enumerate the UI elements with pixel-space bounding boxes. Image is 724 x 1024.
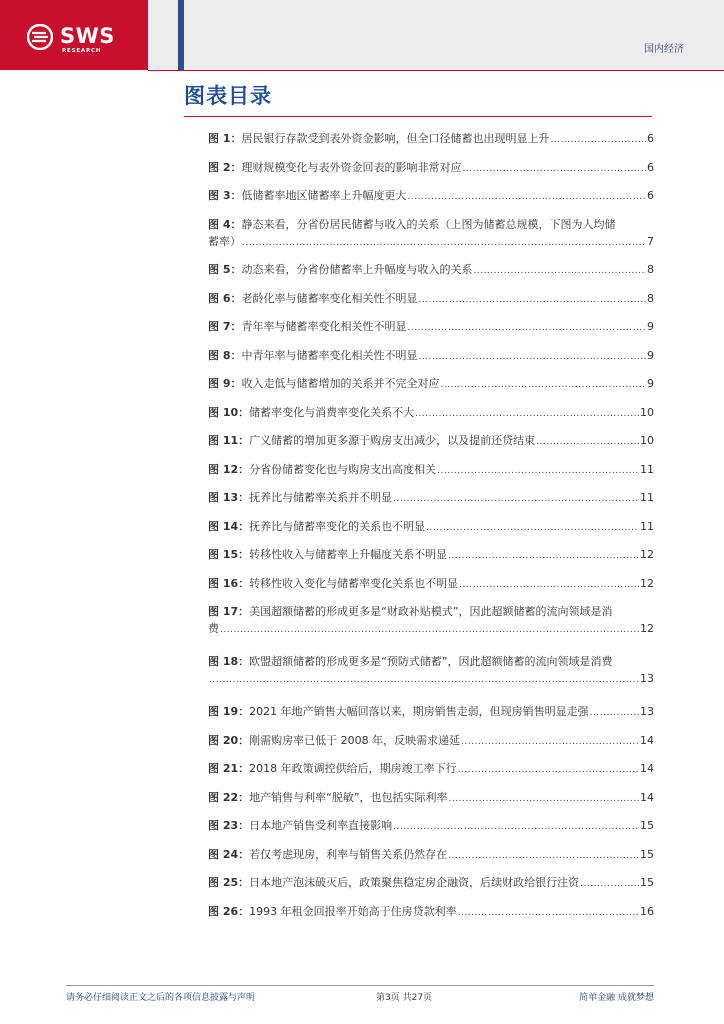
- toc-leader-dots: [462, 161, 646, 178]
- toc-figure-label: 图 22：: [208, 790, 250, 804]
- toc-page-number: 14: [640, 733, 654, 747]
- toc-figure-label: 图 15：: [208, 548, 250, 561]
- toc-entry-line: [208, 347, 654, 366]
- toc-entry[interactable]: [208, 404, 654, 423]
- toc-figure-label: 图 26：: [208, 904, 250, 918]
- disclaimer-link[interactable]: 请务必仔细阅读正文之后的各项信息披露与声明: [66, 993, 256, 1003]
- toc-figure-label: 图 6：: [208, 291, 242, 305]
- toc-entry-title: 静态来看，分省份居民储蓄与收入的关系（上图为储蓄总规模，下图为人均储: [241, 218, 616, 231]
- toc-entry-title: 地产销售与利率“脱敏”，也包括实际利率: [249, 790, 448, 804]
- toc-leader-dots: [209, 672, 639, 689]
- toc-entry[interactable]: [208, 461, 654, 480]
- toc-entry[interactable]: [208, 318, 654, 337]
- toc-entry-line: [208, 760, 654, 779]
- toc-entry[interactable]: [208, 603, 654, 639]
- toc-entry-line: [208, 375, 654, 394]
- logo-subtext: RESEARCH: [62, 48, 102, 54]
- logo-mark-icon: [27, 24, 53, 50]
- toc-leader-dots: [407, 189, 646, 206]
- toc-leader-dots: [448, 548, 639, 565]
- toc-figure-label: 图 25：: [208, 876, 250, 889]
- toc-entry[interactable]: [208, 518, 654, 537]
- toc-entry[interactable]: [208, 375, 654, 394]
- footer-slogan: 简单金融 成就梦想: [579, 993, 654, 1003]
- toc-figure-label: 图 24：: [208, 847, 250, 861]
- toc-page-number: 7: [647, 235, 654, 248]
- toc-entry-line: [208, 846, 654, 865]
- toc-page-number: 10: [640, 434, 654, 447]
- toc-leader-dots: [440, 377, 646, 394]
- toc-entry-title: 费: [208, 622, 219, 635]
- toc-entry-line: [208, 432, 654, 451]
- toc-entry-line: [208, 874, 654, 893]
- toc-entry[interactable]: [208, 290, 654, 309]
- toc-page-number: 15: [640, 876, 654, 889]
- toc-entry-line: [208, 130, 654, 149]
- toc-entry-line: [208, 817, 654, 836]
- toc-entry-line: [208, 732, 654, 751]
- toc-entry-line: [208, 461, 654, 480]
- toc-entry-line: [208, 603, 654, 620]
- toc-leader-dots: [220, 622, 639, 639]
- toc-figure-label: 图 21：: [208, 762, 250, 775]
- toc-entry-title: 收入走低与储蓄增加的关系并不完全对应: [241, 377, 440, 390]
- toc-leader-dots: [418, 292, 646, 309]
- toc-page-number: 6: [647, 160, 654, 174]
- toc-entry-line: [208, 233, 654, 252]
- toc-leader-dots: [426, 520, 639, 537]
- toc-figure-label: 图 7：: [208, 320, 242, 333]
- toc-page-number: 6: [647, 132, 654, 145]
- toc-entry-line: [208, 903, 654, 922]
- toc-figure-label: 图 12：: [208, 462, 250, 476]
- toc-page-number: 9: [647, 348, 654, 362]
- toc-figure-label: 图 11：: [208, 434, 250, 447]
- toc-entry-title: 转移性收入与储蓄率上升幅度关系不明显: [249, 548, 448, 561]
- header-divider: [148, 70, 724, 71]
- toc-entry-line: [208, 318, 654, 337]
- toc-entry-line: [208, 620, 654, 639]
- toc-page-number: 13: [640, 672, 654, 685]
- toc-entry-line: [208, 159, 654, 178]
- toc-leader-dots: [590, 705, 639, 722]
- toc-entry-title: 刚需购房率已低于 2008 年，反映需求递延: [249, 733, 461, 747]
- toc-leader-dots: [458, 762, 639, 779]
- header-accent-bar: [178, 0, 184, 70]
- toc-leader-dots: [437, 463, 639, 480]
- toc-figure-label: 图 20：: [208, 733, 250, 747]
- toc-page-number: 11: [640, 462, 654, 476]
- toc-entry-title: 2018 年政策调控供给后，期房竣工率下行: [249, 762, 457, 775]
- toc-leader-dots: [393, 491, 639, 508]
- page-number: 第3页 共27页: [376, 993, 433, 1003]
- toc-entry[interactable]: [208, 432, 654, 451]
- toc-figure-label: 图 23：: [208, 819, 250, 832]
- title-divider: [184, 116, 652, 117]
- toc-entry[interactable]: [208, 703, 654, 722]
- toc-entry[interactable]: [208, 546, 654, 565]
- toc-entry[interactable]: [208, 187, 654, 206]
- toc-entry[interactable]: [208, 347, 654, 366]
- toc-leader-dots: [580, 876, 639, 893]
- toc-entry[interactable]: [208, 732, 654, 751]
- toc-entry[interactable]: [208, 789, 654, 808]
- toc-leader-dots: [536, 434, 639, 451]
- toc-entry-title: 抚养比与储蓄率变化的关系也不明显: [249, 519, 426, 533]
- toc-leader-dots: [393, 819, 639, 836]
- toc-leader-dots: [458, 905, 639, 922]
- toc-page-number: 15: [640, 819, 654, 832]
- toc-entry-title: 1993 年租金回报率开始高于住房贷款利率: [249, 904, 457, 918]
- toc-entry-title: 老龄化率与储蓄率变化相关性不明显: [241, 291, 418, 305]
- toc-entry[interactable]: [208, 489, 654, 508]
- toc-page-number: 10: [640, 405, 654, 419]
- toc-page-number: 11: [640, 491, 654, 504]
- toc-entry[interactable]: [208, 817, 654, 836]
- toc-page-number: 12: [640, 548, 654, 561]
- header-band: [148, 0, 724, 70]
- toc-entry-title: 低储蓄率地区储蓄率上升幅度更大: [241, 189, 407, 202]
- toc-entry-title: 日本地产销售受利率直接影响: [249, 819, 393, 832]
- toc-page-number: 13: [640, 705, 654, 718]
- toc-entry[interactable]: [208, 130, 654, 149]
- toc-entry-title: 日本地产泡沫破灭后，政策聚焦稳定房企融资，后续财政给银行注资: [249, 876, 580, 889]
- toc-entry[interactable]: [208, 846, 654, 865]
- logo: [0, 0, 148, 70]
- toc-leader-dots: [448, 848, 639, 865]
- toc-entry-line: [208, 546, 654, 565]
- logo-text: SWS: [60, 24, 115, 48]
- toc-entry-line: [208, 518, 654, 537]
- toc-entry[interactable]: [208, 903, 654, 922]
- toc-page-number: 11: [640, 519, 654, 533]
- toc-page-number: 14: [640, 790, 654, 804]
- footer-divider: [66, 985, 654, 986]
- toc-entry[interactable]: [208, 653, 654, 689]
- toc-figure-label: 图 10：: [208, 405, 250, 419]
- toc-page-number: 8: [647, 263, 654, 276]
- toc-figure-label: 图 19：: [208, 705, 250, 718]
- toc-page-number: 9: [647, 320, 654, 333]
- toc-leader-dots: [242, 235, 646, 252]
- toc-entry-line: [208, 670, 654, 689]
- toc-entry[interactable]: [208, 874, 654, 893]
- toc-entry-line: [208, 187, 654, 206]
- section-label: 国内经济: [644, 44, 684, 55]
- toc-leader-dots: [461, 734, 639, 751]
- toc-leader-dots: [418, 349, 646, 366]
- toc-leader-dots: [473, 263, 646, 280]
- toc-entry-line: [208, 261, 654, 280]
- toc-entry-line: [208, 404, 654, 423]
- toc-entry-title: 转移性收入变化与储蓄率变化关系也不明显: [249, 576, 459, 590]
- toc-figure-label: 图 2：: [208, 160, 242, 174]
- toc-figure-label: 图 8：: [208, 348, 242, 362]
- toc-figure-label: 图 5：: [208, 263, 242, 276]
- toc-leader-dots: [407, 320, 646, 337]
- toc-entry-title: 欧盟超额储蓄的形成更多是“预防式储蓄”，因此超额储蓄的流向领域是消费: [249, 655, 613, 668]
- toc-entry-line: [208, 703, 654, 722]
- toc-entry-title: 动态来看，分省份储蓄率上升幅度与收入的关系: [241, 263, 473, 276]
- toc-figure-label: 图 4：: [208, 218, 242, 231]
- toc-page-number: 15: [640, 847, 654, 861]
- toc-entry-title: 居民银行存款受到表外资金影响，但全口径储蓄也出现明显上升: [241, 132, 550, 145]
- toc-entry-line: [208, 290, 654, 309]
- toc-entry-title: 理财规模变化与表外资金回表的影响非常对应: [241, 160, 462, 174]
- toc-entry[interactable]: [208, 216, 654, 252]
- toc-page-number: 6: [647, 189, 654, 202]
- toc-figure-label: 图 9：: [208, 377, 242, 390]
- toc-page-number: 8: [647, 291, 654, 305]
- toc-page-number: 12: [640, 622, 654, 635]
- toc-entry-line: [208, 489, 654, 508]
- toc-figure-label: 图 17：: [208, 605, 250, 618]
- toc-entry-title: 蓄率）: [208, 235, 241, 248]
- toc-entry-line: [208, 789, 654, 808]
- toc-entry-line: [208, 653, 654, 670]
- page-title: 图表目录: [184, 84, 272, 108]
- toc-entry[interactable]: [208, 575, 654, 594]
- toc-entry-line: [208, 575, 654, 594]
- toc-leader-dots: [459, 577, 639, 594]
- toc-page-number: 16: [640, 904, 654, 918]
- toc-figure-label: 图 13：: [208, 491, 250, 504]
- toc-entry-title: 若仅考虑现房，利率与销售关系仍然存在: [249, 847, 448, 861]
- toc-entry-title: 储蓄率变化与消费率变化关系不大: [249, 405, 415, 419]
- toc-entry-title: 广义储蓄的增加更多源于购房支出减少，以及提前还贷结束: [249, 434, 536, 447]
- toc-entry[interactable]: [208, 159, 654, 178]
- toc-leader-dots: [415, 406, 639, 423]
- toc-page-number: 14: [640, 762, 654, 775]
- toc-entry[interactable]: [208, 261, 654, 280]
- toc-figure-label: 图 3：: [208, 189, 242, 202]
- toc-figure-label: 图 1：: [208, 132, 242, 145]
- toc-page-number: 9: [647, 377, 654, 390]
- toc-entry-title: 抚养比与储蓄率关系并不明显: [249, 491, 393, 504]
- toc-figure-label: 图 16：: [208, 576, 250, 590]
- toc-entry-title: 美国超额储蓄的形成更多是“财政补贴模式”，因此超额储蓄的流向领域是消: [249, 605, 613, 618]
- toc-entry-title: 2021 年地产销售大幅回落以来，期房销售走弱，但现房销售明显走强: [249, 705, 589, 718]
- page-header: [0, 0, 724, 70]
- toc-figure-label: 图 14：: [208, 519, 250, 533]
- toc-leader-dots: [449, 791, 639, 808]
- toc-entry-line: [208, 216, 654, 233]
- toc-entry-title: 中青年率与储蓄率变化相关性不明显: [241, 348, 418, 362]
- toc-leader-dots: [550, 132, 646, 149]
- toc-figure-label: 图 18：: [208, 655, 250, 668]
- toc-entry[interactable]: [208, 760, 654, 779]
- toc-entry-title: 青年率与储蓄率变化相关性不明显: [241, 320, 407, 333]
- toc-page-number: 12: [640, 576, 654, 590]
- toc-entry-title: 分省份储蓄变化也与购房支出高度相关: [249, 462, 437, 476]
